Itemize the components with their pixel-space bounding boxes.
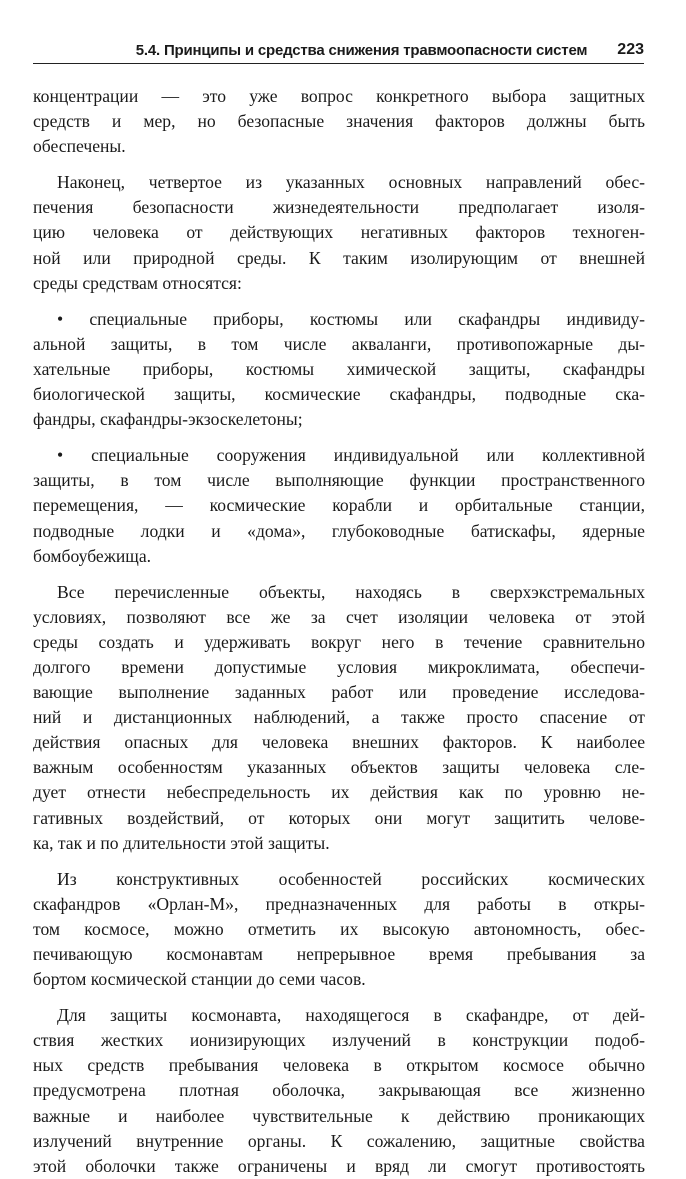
text-line: гативных воздействий, от которых они могут защитить челове- (33, 807, 645, 828)
text-line: • специальные сооружения индивидуальной или коллективной (57, 445, 645, 466)
text-line: подводные лодки и «дома», глубоководные батискафы, ядерные (33, 520, 645, 541)
text-line: ной или природной среды. К таким изолирующим от внешней (33, 247, 645, 268)
text-line: хательные приборы, костюмы химической защиты, скафандры (33, 358, 645, 379)
text-line: вающие выполнение заданных работ или проведение исследова- (33, 682, 645, 703)
paragraph-4 (33, 867, 645, 992)
text-line: важные и наиболее чувствительные к действию проникающих (33, 1105, 645, 1126)
paragraph-3 (33, 580, 645, 856)
paragraph-1 (33, 84, 645, 159)
text-line: концентрации — это уже вопрос конкретного выбора защитных (33, 86, 645, 106)
text-line: цию человека от действующих негативных факторов техноген- (33, 222, 645, 243)
text-line: Наконец, четвертое из указанных основных направлений обес- (57, 172, 645, 193)
running-head: 5.4. Принципы и средства снижения травмоопасности систем (135, 42, 588, 59)
text-line: печения безопасности жизнедеятельности предполагает изоля- (33, 197, 645, 218)
text-line: бортом космической станции до семи часов. (33, 969, 366, 990)
text-line: излучений внутренние органы. К сожалению, защитные свойства (33, 1130, 645, 1151)
text-line: важным особенностям указанных объектов защиты человека сле- (33, 757, 645, 778)
paragraph-2 (33, 170, 645, 295)
text-line: среды создать и удерживать вокруг него в течение сравнительно (33, 631, 645, 652)
text-line: ных средств пребывания человека в открытом космосе обычно (33, 1055, 645, 1076)
text-line: ствия жестких ионизирующих излучений в конструкции подоб- (33, 1030, 645, 1051)
text-line: обеспечены. (33, 136, 126, 157)
text-line: Для защиты космонавта, находящегося в скафандре, от дей- (57, 1005, 645, 1026)
page-body (33, 84, 645, 1179)
text-line: условиях, позволяют все же за счет изоляции человека от этой (33, 606, 645, 627)
text-line: биологической защиты, космические скафандры, подводные ска- (33, 384, 645, 405)
text-line: предусмотрена плотная оболочка, закрывающая все жизненно (33, 1080, 645, 1101)
text-line: альной защиты, в том числе акваланги, противопожарные ды- (33, 333, 645, 354)
text-line: этой оболочки также ограничены и вряд ли смогут противостоять (33, 1155, 645, 1176)
paragraph-5 (33, 1003, 645, 1179)
text-line: том космосе, можно отметить их высокую автономность, обес- (33, 918, 645, 939)
text-line: бомбоубежища. (33, 545, 152, 566)
text-line: средств и мер, но безопасные значения факторов должны быть (33, 111, 645, 132)
bullet-item-1 (33, 307, 645, 432)
text-line: Из конструктивных особенностей российских космических (57, 868, 645, 889)
bullet-item-2 (33, 443, 645, 568)
page-header (33, 34, 644, 64)
page-number: 223 (617, 41, 644, 58)
text-line: перемещения, — космические корабли и орбитальные станции, (33, 495, 645, 516)
text-line: дует отнести небеспредельность их действия как по уровню не- (33, 782, 645, 803)
text-line: ка, так и по длительности этой защиты. (33, 832, 330, 853)
text-line: долгого времени допустимые условия микроклимата, обеспечи- (33, 656, 645, 677)
text-line: Все перечисленные объекты, находясь в сверхэкстремальных (57, 581, 645, 602)
text-line: действия опасных для человека внешних факторов. К наиболее (33, 732, 645, 753)
text-line: скафандров «Орлан-М», предназначенных для работы в откры- (33, 893, 645, 914)
text-line: среды средствам относятся: (33, 272, 242, 293)
text-line: фандры, скафандры-экзоскелетоны; (33, 409, 303, 430)
text-line: ний и дистанционных наблюдений, а также просто спасение от (33, 707, 645, 728)
text-line: защиты, в том числе выполняющие функции пространственного (33, 470, 645, 491)
text-line: печивающую космонавтам непрерывное время пребывания за (33, 944, 645, 964)
text-line: • специальные приборы, костюмы или скафандры индивиду- (57, 308, 645, 329)
